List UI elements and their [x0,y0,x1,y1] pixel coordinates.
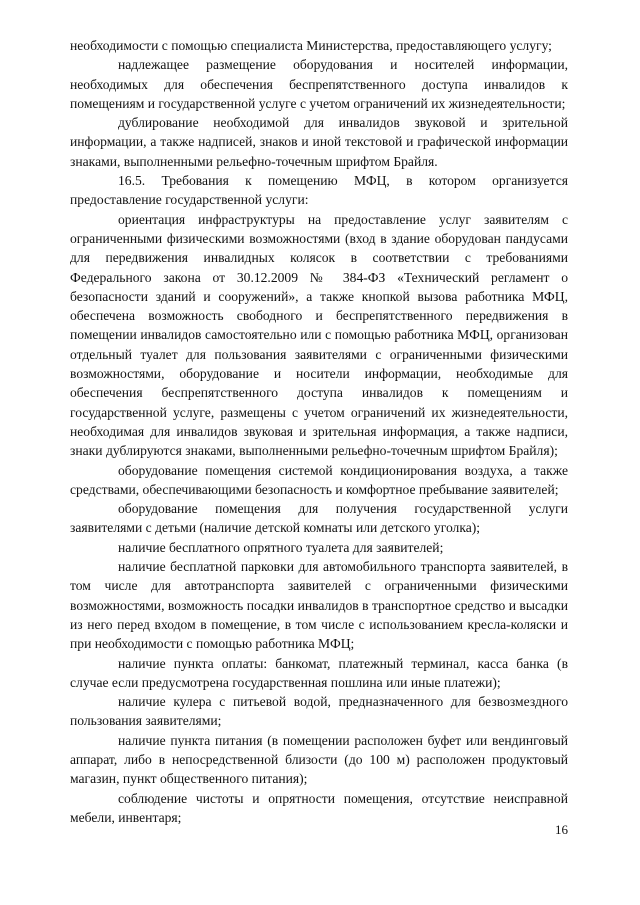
paragraph: наличие пункта оплаты: банкомат, платежный терминал, касса банка (в случае если предусмотрена государственная пошлина или иные платежи); [70,655,568,690]
paragraph-continuation: необходимости с помощью специалиста Министерства, предоставляющего услугу; [70,38,552,53]
paragraph: наличие кулера с питьевой водой, предназначенного для безвозмездного пользования заявителями; [70,694,568,729]
paragraph: надлежащее размещение оборудования и носителей информации, необходимых для обеспечения беспрепятственного доступа инвалидов к помещениям и государственной услуге с учетом ограничений их жизнедеятельности; [70,57,568,111]
paragraph: оборудование помещения для получения государственной услуги заявителями с детьми (наличие детской комнаты или детского уголка); [70,501,568,536]
page-number: 16 [555,822,568,837]
paragraph: оборудование помещения системой кондиционирования воздуха, а также средствами, обеспечивающими безопасность и комфортное пребывание заявителей; [70,462,568,497]
paragraph: дублирование необходимой для инвалидов звуковой и зрительной информации, а также надписей, знаков и иной текстовой и графической информации знаками, выполненными рельефно-точечным шрифтом Брайля. [70,115,568,169]
paragraph: наличие пункта питания (в помещении расположен буфет или вендинговый аппарат, либо в непосредственной близости (до 100 м) расположен продуктовый магазин, пункт общественного питания); [70,732,568,787]
paragraph: наличие бесплатной парковки для автомобильного транспорта заявителей, в том числе для автотранспорта заявителей с ограниченными физическими возможностями, возможность посадки инвалидов в транспортное средство и высадки из него перед входом в помещение, в том числе с использованием кресла-коляски и при необходимости с помощью работника МФЦ; [70,559,568,652]
section-heading-16-5: 16.5. Требования к помещению МФЦ, в котором организуется предоставление государственной услуги: [70,173,568,208]
paragraph: соблюдение чистоты и опрятности помещения, отсутствие неисправной мебели, инвентаря; [70,790,568,825]
paragraph: наличие бесплатного опрятного туалета для заявителей; [118,539,444,555]
body-text [70,36,568,827]
paragraph: ориентация инфраструктуры на предоставление услуг заявителям с ограниченными физическими возможностями (вход в здание оборудован пандусами для передвижения инвалидных колясок в соответствии с требованиями Федерального закона от 30.12.2009 № 384-ФЗ «Технический регламент о безопасности зданий и сооружений», а также кнопкой вызова работника МФЦ, обеспечена возможность свободного и беспрепятственного передвижения в помещении инвалидов самостоятельно или с помощью работника МФЦ, организован отдельный туалет для пользования заявителями с ограниченными физическими возможностями, оборудование и носители информации, необходимые для обеспечения беспрепятственного доступа инвалидов к помещениям и государственной услуге, размещены с учетом ограничений их жизнедеятельности, необходимая для инвалидов звуковая и зрительная информация, а также надписи, знаки дублируются знаками, выполненными рельефно-точечным шрифтом Брайля); [70,211,568,459]
